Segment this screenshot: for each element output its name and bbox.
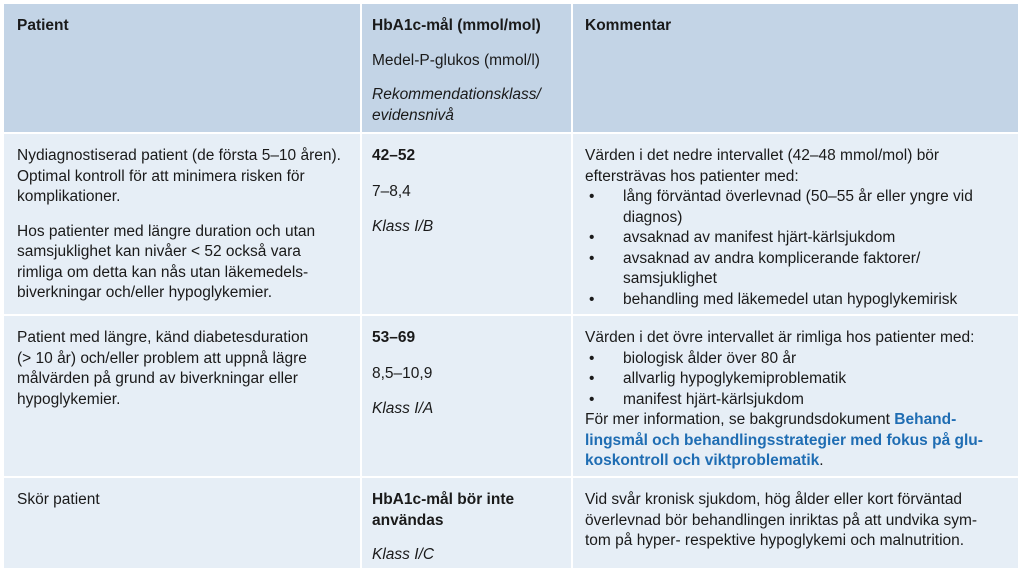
table-header-row — [4, 4, 1018, 134]
background-document-link[interactable]: koskontroll och viktproblematik — [585, 452, 820, 469]
class-value: Klass I/B — [372, 218, 434, 235]
comment-cell — [585, 490, 1010, 552]
list-item-text: lång förväntad överlevnad (50–55 år eller yngre vid — [623, 188, 973, 205]
list-item-text: allvarlig hypoglykemiproblematik — [623, 370, 847, 387]
list-item — [585, 187, 1010, 228]
header-class-label-b: evidensnivå — [372, 106, 454, 124]
glucose-value: 8,5–10,9 — [372, 364, 433, 382]
list-item — [585, 290, 1010, 311]
table-row — [4, 478, 1018, 568]
comment-list — [585, 349, 1010, 411]
list-item — [585, 369, 1010, 390]
patient-text: samsjuklighet kan nivåer < 52 också vara — [17, 243, 301, 260]
list-item — [585, 228, 1010, 249]
list-item-text: diagnos) — [623, 208, 683, 226]
bullet-icon: • — [589, 188, 595, 205]
patient-cell — [17, 146, 353, 304]
patient-text: (> 10 år) och/eller problem att uppnå lägre — [17, 349, 307, 367]
table-row — [4, 134, 1018, 316]
list-item-text: behandling med läkemedel utan hypoglykemirisk — [623, 290, 958, 308]
target-cell — [372, 490, 564, 566]
patient-text: Hos patienter med längre duration och utan — [17, 222, 316, 240]
comment-cell — [585, 328, 1010, 472]
target-cell — [372, 328, 564, 420]
patient-text: Skör patient — [17, 491, 100, 508]
list-item-text: biologisk ålder över 80 år — [623, 349, 797, 367]
target-cell — [372, 146, 564, 238]
column-divider — [571, 4, 573, 568]
recommendation-table — [4, 4, 1018, 568]
bullet-icon: • — [589, 229, 595, 246]
comment-text: tom på hyper- respektive hypoglykemi och malnutrition. — [585, 532, 965, 549]
list-item-text: avsaknad av manifest hjärt-kärlsjukdom — [623, 229, 896, 246]
comment-text: Värden i det nedre intervallet (42–48 mmol/mol) bör — [585, 147, 940, 164]
more-info-text — [585, 410, 1010, 472]
list-item-text: samsjuklighet — [623, 270, 717, 287]
glucose-value: 7–8,4 — [372, 182, 411, 200]
patient-text: hypoglykemier. — [17, 390, 121, 408]
hba1c-value: HbA1c-mål bör inte — [372, 491, 515, 508]
hba1c-value: 53–69 — [372, 329, 416, 346]
patient-cell — [17, 490, 353, 511]
hba1c-value: användas — [372, 511, 444, 529]
bullet-icon: • — [589, 249, 595, 267]
patient-text: Optimal kontroll för att minimera risken för — [17, 167, 305, 185]
class-value: Klass I/C — [372, 546, 435, 563]
header-class-label-a: Rekommendationsklass/ — [372, 86, 541, 103]
comment-text: Värden i det övre intervallet är rimliga hos patienter med: — [585, 329, 975, 346]
list-item-text: avsaknad av andra komplicerande faktorer/ — [623, 249, 921, 267]
class-value: Klass I/A — [372, 400, 434, 417]
header-target — [372, 16, 564, 126]
table-row — [4, 316, 1018, 478]
comment-cell — [585, 146, 1010, 310]
header-hba1c-label: HbA1c-mål (mmol/mol) — [372, 17, 541, 34]
comment-list — [585, 187, 1010, 310]
patient-text: biverkningar och/eller hypoglykemier. — [17, 284, 273, 301]
comment-text: överlevnad bör behandlingen inriktas på att undvika sym- — [585, 511, 978, 529]
bullet-icon: • — [589, 370, 595, 387]
header-patient: Patient — [17, 17, 69, 34]
list-item — [585, 249, 1010, 290]
list-item — [585, 349, 1010, 370]
more-info-suffix: . — [819, 452, 824, 469]
background-document-link[interactable]: lingsmål och behandlingsstrategier med fokus på glu- — [585, 431, 983, 449]
patient-text: Nydiagnostiserad patient (de första 5–10 åren). — [17, 147, 341, 164]
patient-text: komplikationer. — [17, 188, 121, 205]
column-divider — [360, 4, 362, 568]
bullet-icon: • — [589, 290, 595, 308]
bullet-icon: • — [589, 390, 595, 408]
patient-text: målvärden på grund av biverkningar eller — [17, 370, 298, 387]
background-document-link[interactable]: Behand- — [894, 411, 957, 428]
header-glucose-label: Medel-P-glukos (mmol/l) — [372, 51, 540, 69]
bullet-icon: • — [589, 349, 595, 367]
more-info-prefix: För mer information, se bakgrundsdokument — [585, 411, 895, 428]
header-comment: Kommentar — [585, 17, 672, 34]
comment-text: eftersträvas hos patienter med: — [585, 167, 799, 185]
patient-cell — [17, 328, 353, 410]
comment-text: Vid svår kronisk sjukdom, hög ålder eller kort förväntad — [585, 491, 963, 508]
patient-text: rimliga om detta kan nås utan läkemedels- — [17, 263, 309, 281]
list-item — [585, 390, 1010, 411]
hba1c-value: 42–52 — [372, 147, 416, 164]
patient-text: Patient med längre, känd diabetesduration — [17, 329, 309, 346]
list-item-text: manifest hjärt-kärlsjukdom — [623, 390, 804, 408]
